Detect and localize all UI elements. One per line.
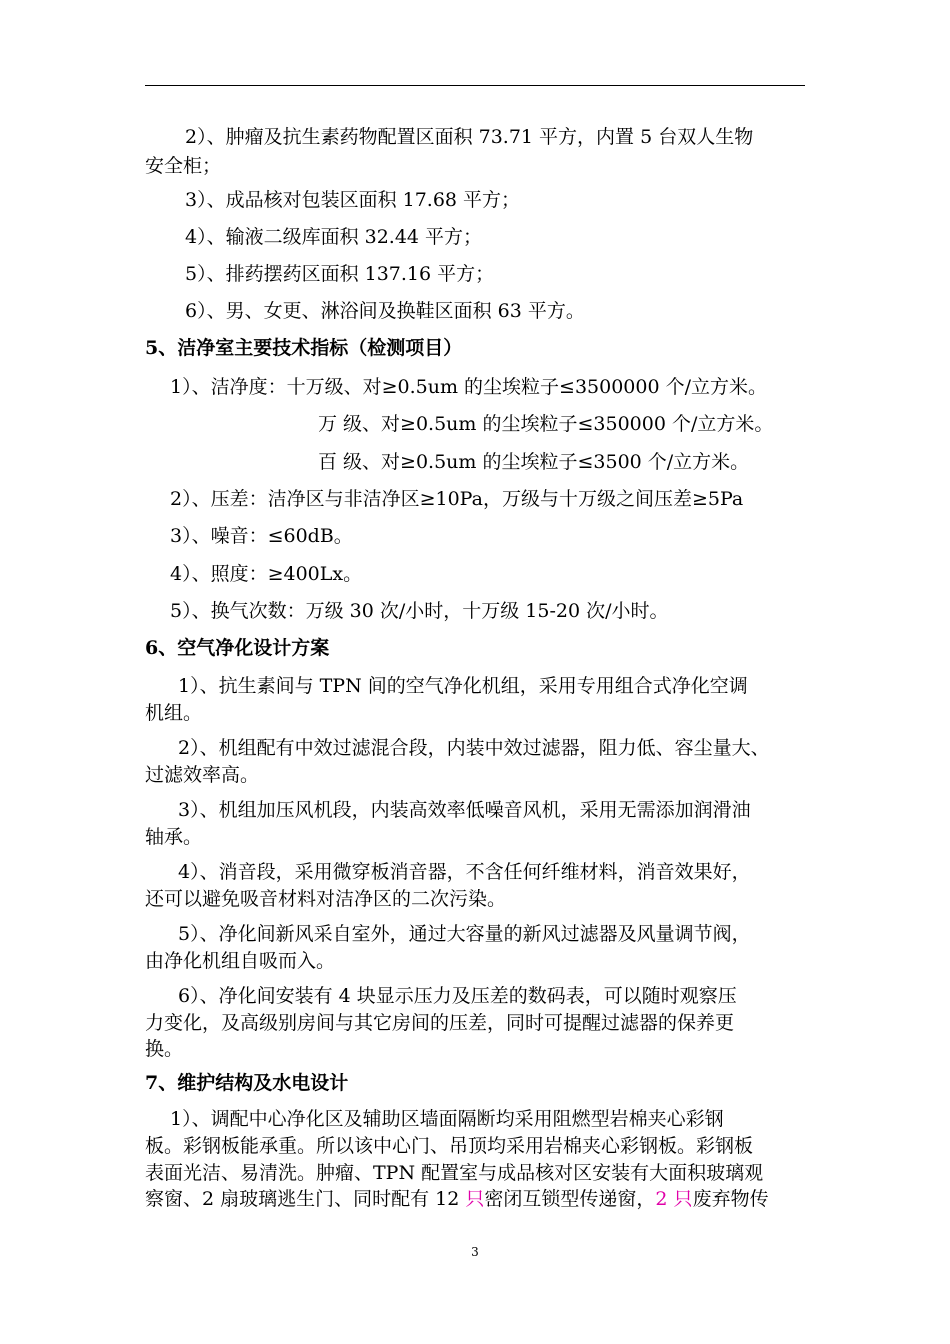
text-line: 5）、换气次数：万级 30 次/小时，十万级 15-20 次/小时。 <box>170 600 669 622</box>
text-line: 4）、输液二级库面积 32.44 平方； <box>185 226 483 248</box>
text-line: 1）、洁净度：十万级、对≥0.5um 的尘埃粒子≤3500000 个/立方米。 <box>170 376 767 398</box>
text-line: 6）、男、女更、淋浴间及换鞋区面积 63 平方。 <box>185 300 585 322</box>
text-line: 3）、噪音：≤60dB。 <box>170 525 353 547</box>
text-line: 3）、成品核对包装区面积 17.68 平方； <box>185 189 521 211</box>
text-line: 5）、排药摆药区面积 137.16 平方； <box>185 263 495 285</box>
text-line: 4）、照度：≥400Lx。 <box>170 563 363 585</box>
text-line: 安全柜； <box>145 155 222 177</box>
text-line <box>145 1184 825 1214</box>
section-heading: 7、维护结构及水电设计 <box>145 1072 349 1094</box>
text-span: 察窗、2 扇玻璃逃生门、同时配有 12 <box>145 1188 466 1210</box>
text-line: 万 级、对≥0.5um 的尘埃粒子≤350000 个/立方米。 <box>318 413 774 435</box>
section-heading: 6、空气净化设计方案 <box>145 637 330 659</box>
text-line: 2）、机组配有中效过滤混合段，内装中效过滤器，阻力低、容尘量大、 <box>178 737 770 759</box>
text-line: 表面光洁、易清洗。肿瘤、TPN 配置室与成品核对区安装有大面积玻璃观 <box>145 1162 764 1184</box>
highlighted-text: 2 只 <box>655 1188 693 1210</box>
text-line: 6）、净化间安装有 4 块显示压力及压差的数码表，可以随时观察压 <box>178 985 737 1007</box>
section-heading: 5、洁净室主要技术指标（检测项目） <box>145 337 463 359</box>
text-line: 由净化机组自吸而入。 <box>145 950 336 972</box>
text-line: 还可以避免吸音材料对洁净区的二次污染。 <box>145 888 507 910</box>
text-line: 1）、调配中心净化区及辅助区墙面隔断均采用阻燃型岩棉夹心彩钢 <box>170 1108 724 1130</box>
text-line: 2）、肿瘤及抗生素药物配置区面积 73.71 平方，内置 5 台双人生物 <box>185 126 754 148</box>
text-line: 百 级、对≥0.5um 的尘埃粒子≤3500 个/立方米。 <box>318 451 750 473</box>
text-line: 1）、抗生素间与 TPN 间的空气净化机组，采用专用组合式净化空调 <box>178 675 748 697</box>
text-line: 过滤效率高。 <box>145 764 260 786</box>
highlighted-text: 只 <box>465 1188 485 1210</box>
text-line: 力变化，及高级别房间与其它房间的压差，同时可提醒过滤器的保养更 <box>145 1012 735 1034</box>
text-line: 换。 <box>145 1038 184 1060</box>
header-rule <box>145 85 805 86</box>
text-line: 5）、净化间新风采自室外，通过大容量的新风过滤器及风量调节阀， <box>178 923 751 945</box>
text-line: 3）、机组加压风机段，内装高效率低噪音风机，采用无需添加润滑油 <box>178 799 751 821</box>
text-line: 4）、消音段，采用微穿板消音器，不含任何纤维材料，消音效果好， <box>178 861 751 883</box>
page-number: 3 <box>471 1245 479 1259</box>
text-line: 机组。 <box>145 702 203 724</box>
text-span: 废弃物传 <box>692 1188 769 1210</box>
text-line: 板。彩钢板能承重。所以该中心门、吊顶均采用岩棉夹心彩钢板。彩钢板 <box>145 1135 754 1157</box>
text-line: 轴承。 <box>145 826 203 848</box>
text-span: 密闭互锁型传递窗， <box>484 1188 656 1210</box>
text-line: 2）、压差：洁净区与非洁净区≥10Pa，万级与十万级之间压差≥5Pa <box>170 488 744 510</box>
